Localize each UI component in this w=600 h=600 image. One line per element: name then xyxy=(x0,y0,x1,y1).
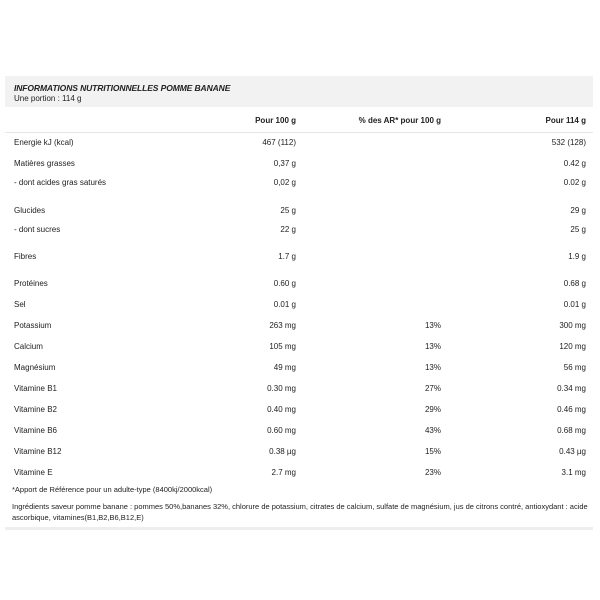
value-ar: 23% xyxy=(424,468,441,477)
value-per100: 0.30 mg xyxy=(267,384,296,393)
table-row xyxy=(5,204,593,218)
value-per100: 0,37 g xyxy=(273,159,296,168)
value-per114: 0.34 mg xyxy=(557,384,586,393)
nutrition-header xyxy=(5,76,593,107)
value-per114: 0.43 µg xyxy=(559,447,586,456)
table-row xyxy=(5,445,593,459)
table-row xyxy=(5,157,593,171)
value-per100: 49 mg xyxy=(273,363,296,372)
value-per114: 3.1 mg xyxy=(561,468,586,477)
value-per100: 0.60 mg xyxy=(267,426,296,435)
value-ar: 13% xyxy=(424,363,441,372)
table-row xyxy=(5,223,593,237)
value-per114: 0.42 g xyxy=(563,159,586,168)
value-per114: 0.01 g xyxy=(563,300,586,309)
table-row xyxy=(5,340,593,354)
nutrient-name: Sel xyxy=(14,300,26,309)
value-ar: 43% xyxy=(424,426,441,435)
value-per114: 25 g xyxy=(570,225,586,234)
nutrient-name: - dont sucres xyxy=(14,225,61,234)
nutrient-name: Calcium xyxy=(14,342,43,351)
table-row xyxy=(5,424,593,438)
ar-footnote: *Apport de Référence pour un adulte-type (8400kj/2000kcal) xyxy=(12,485,213,494)
value-per100: 22 g xyxy=(280,225,296,234)
nutrient-name: Vitamine B1 xyxy=(14,384,57,393)
value-per114: 0.02 g xyxy=(563,178,586,187)
value-per114: 0.68 mg xyxy=(557,426,586,435)
table-row xyxy=(5,382,593,396)
value-per100: 0.01 g xyxy=(273,300,296,309)
table-row xyxy=(5,319,593,333)
value-per100: 105 mg xyxy=(269,342,296,351)
nutrition-title: INFORMATIONS NUTRITIONNELLES POMME BANANE xyxy=(14,83,231,93)
col-header-per114: Pour 114 g xyxy=(545,116,586,125)
value-ar: 15% xyxy=(424,447,441,456)
nutrient-name: Glucides xyxy=(14,206,46,215)
nutrient-name: Fibres xyxy=(14,252,37,261)
value-per114: 532 (128) xyxy=(551,138,586,147)
nutrient-name: - dont acides gras saturés xyxy=(14,178,107,187)
header-divider xyxy=(5,132,593,133)
table-row xyxy=(5,466,593,480)
table-row xyxy=(5,361,593,375)
nutrient-name: Energie kJ (kcal) xyxy=(14,138,74,147)
portion-size: Une portion : 114 g xyxy=(14,94,82,103)
value-per100: 467 (112) xyxy=(262,138,296,147)
value-per100: 25 g xyxy=(280,206,296,215)
value-per114: 1.9 g xyxy=(568,252,586,261)
col-header-per100: Pour 100 g xyxy=(255,116,296,125)
nutrient-name: Vitamine E xyxy=(14,468,53,477)
value-per100: 263 mg xyxy=(269,321,296,330)
nutrient-name: Vitamine B6 xyxy=(14,426,57,435)
value-per114: 300 mg xyxy=(559,321,586,330)
value-per100: 0.38 µg xyxy=(269,447,296,456)
value-per100: 2.7 mg xyxy=(271,468,296,477)
col-header-ar: % des AR* pour 100 g xyxy=(358,116,441,125)
value-ar: 13% xyxy=(424,342,441,351)
nutrient-name: Vitamine B2 xyxy=(14,405,57,414)
table-row xyxy=(5,176,593,190)
nutrition-panel xyxy=(5,76,593,530)
table-row xyxy=(5,403,593,417)
ingredients-text: Ingrédients saveur pomme banane : pommes 50%,bananes 32%, chlorure de potassium, citrates de calcium, sulfate de magnésium, jus de citrons contré, antioxydant : acide ascorbique, vitamines(B1,B2,B6,B12,E) xyxy=(12,502,588,522)
table-row xyxy=(5,298,593,312)
value-per100: 0,02 g xyxy=(273,178,296,187)
table-row xyxy=(5,250,593,264)
nutrient-name: Magnésium xyxy=(14,363,56,372)
value-ar: 13% xyxy=(424,321,441,330)
value-per114: 120 mg xyxy=(559,342,586,351)
table-row xyxy=(5,277,593,291)
nutrient-name: Matières grasses xyxy=(14,159,75,168)
value-ar: 29% xyxy=(424,405,441,414)
value-per114: 29 g xyxy=(570,206,586,215)
nutrient-name: Vitamine B12 xyxy=(14,447,62,456)
value-per100: 0.40 mg xyxy=(267,405,296,414)
value-per114: 0.68 g xyxy=(563,279,586,288)
value-per100: 1.7 g xyxy=(278,252,296,261)
column-headers xyxy=(5,114,593,128)
nutrient-name: Potassium xyxy=(14,321,52,330)
value-ar: 27% xyxy=(424,384,441,393)
table-row xyxy=(5,136,593,150)
value-per114: 0.46 mg xyxy=(557,405,586,414)
nutrient-name: Protéines xyxy=(14,279,48,288)
value-per114: 56 mg xyxy=(563,363,586,372)
value-per100: 0.60 g xyxy=(273,279,296,288)
